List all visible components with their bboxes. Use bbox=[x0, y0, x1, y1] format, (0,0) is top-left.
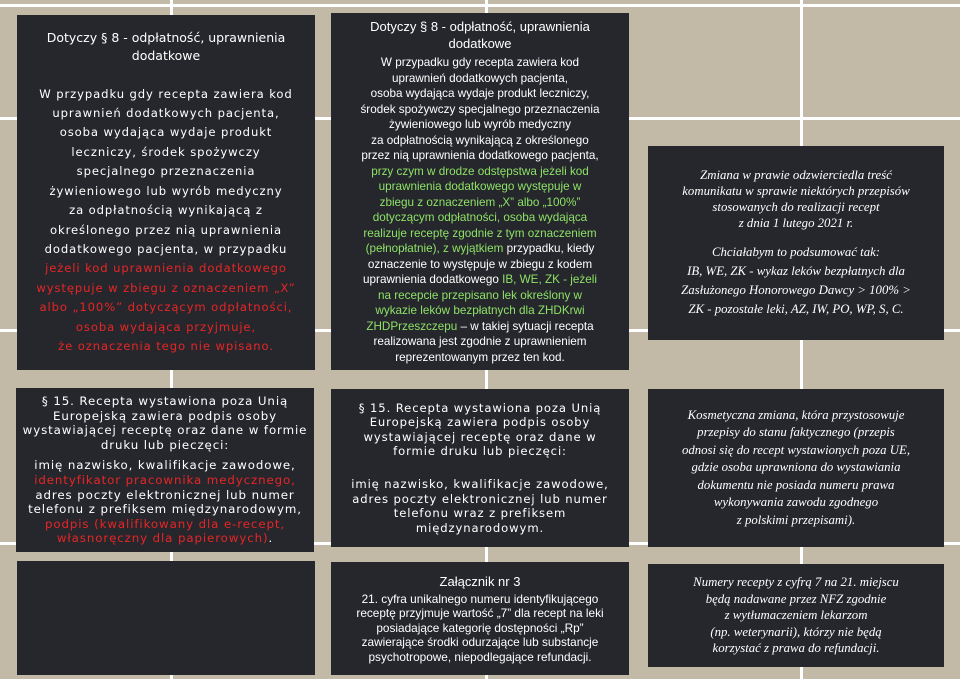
card-old-annex3-empty bbox=[17, 561, 315, 675]
card-body: imię nazwisko, kwalifikacje zawodowe, bbox=[34, 458, 296, 473]
card-body-end bbox=[45, 517, 285, 546]
card-old-par8 bbox=[17, 15, 315, 370]
card-body bbox=[360, 55, 599, 365]
card-body-red: jeżeli kod uprawnienia dodatkowego występuje w zbiegu z oznaczeniem „X” albo „100%” dotyczącym odpłatności, osoba wydająca przyjmuje, że oznaczenia tego nie wpisano. bbox=[36, 261, 296, 353]
body-text: przypadku, kiedy oznaczenie to występuje w zbiegu z kodem uprawnienia dodatkowego bbox=[363, 242, 595, 286]
card-body-red: identyfikator pracownika medycznego, bbox=[34, 473, 296, 487]
card-body-red: podpis (kwalifikowany dla e-recept, własnoręczny dla papierowych) bbox=[44, 516, 286, 546]
card-title: § 15. Recepta wystawiona poza Unią Europejską zawiera podpis osoby wystawiającej receptę oraz dane w formie druku lub pieczęci: bbox=[358, 400, 602, 459]
card-body: W przypadku gdy recepta zawiera kod uprawnień dodatkowych pacjenta, osoba wydająca wydaje produkt leczniczy, środek spożywczy specjalnego przeznaczenia żywieniowego lub wyrób medyczny za odpłatnością wynikającą z określonego przez nią uprawnienia dodatkowego pacjenta, w przypadku bbox=[39, 86, 293, 256]
card-title: Dotyczy § 8 - odpłatność, uprawnienia dodatkowe bbox=[370, 19, 590, 51]
card-title: Załącznik nr 3 bbox=[439, 573, 521, 589]
card-body-tail: . bbox=[268, 531, 274, 546]
card-note-par8 bbox=[648, 146, 944, 340]
note-paragraph: Numery recepty z cyfrą 7 na 21. miejscu będą nadawane przez NFZ zgodnie z wytłumaczeniem lekarzom (np. weterynarii), którzy nie będą korzystać z prawa do refundacji. bbox=[693, 575, 899, 656]
card-body: adres poczty elektronicznej lub numer telefonu z prefiksem międzynarodowym, bbox=[28, 487, 302, 517]
card-old-par15 bbox=[16, 388, 314, 552]
grid-line-horizontal bbox=[0, 4, 960, 7]
card-note-annex3 bbox=[648, 564, 944, 667]
body-text: W przypadku gdy recepta zawiera kod uprawnień dodatkowych pacjenta, osoba wydająca wydaje produkt leczniczy, środek spożywczy specjalnego przeznaczenia żywieniowego lub wyrób medyczny za odpłatnością wynikającą z określonego przez nią uprawnienia dodatkowego pacjenta, bbox=[360, 56, 600, 162]
body-green: przy czym w drodze odstępstwa jeżeli kod uprawnienia dodatkowego występuje w zbiegu z oznaczeniem „X” albo „100%” dotyczącym odpłatności, osoba wydająca realizuje receptę zgodnie z tym oznaczeniem (pełnopłatnie), z wyjątkiem bbox=[363, 164, 597, 255]
card-note-par15 bbox=[648, 389, 944, 547]
card-body: imię nazwisko, kwalifikacje zawodowe, adres poczty elektronicznej lub numer telefonu wraz z prefiksem międzynarodowym. bbox=[351, 477, 609, 535]
note-paragraph: Kosmetyczna zmiana, która przystosowuje przepisy do stanu faktycznego (przepis odnosi się do recept wystawionych poza UE, gdzie osoba uprawniona do wystawiania dokumentu nie posiada numeru prawa wykonywania zawodu zgodnego z polskimi przepisami). bbox=[681, 408, 911, 527]
note-paragraph: Chciałabym to podsumować tak: IB, WE, ZK - wykaz leków bezpłatnych dla Zasłużonego Honorowego Dawcy > 100% > ZK - pozostałe leki, AZ, IW, PO, WP, S, C. bbox=[681, 245, 911, 316]
body-green: IB, WE, ZK - jeżeli na recepcie przepisano lek określony w wykazie leków bezpłatnych dla ZHDKrwi ZHDPrzeszczepu bbox=[366, 273, 597, 333]
card-new-par15 bbox=[331, 389, 629, 547]
body-text: – w takiej sytuacji recepta realizowana jest zgodnie z uprawnieniem reprezentowanym przez ten kod. bbox=[373, 319, 594, 364]
card-title: § 15. Recepta wystawiona poza Unią Europejską zawiera podpis osoby wystawiającej receptę oraz dane w formie druku lub pieczęci: bbox=[22, 394, 308, 452]
card-new-annex3 bbox=[331, 562, 629, 675]
card-title: Dotyczy § 8 - odpłatność, uprawnienia dodatkowe bbox=[46, 29, 286, 63]
card-body: 21. cyfra unikalnego numeru identyfikującego receptę przyjmuje wartość „7” dla recept na leki posiadające kategorię dostępności „Rp” zawierające środki odurzające lub substancje psychotropowe, niepodlegające refundacji. bbox=[356, 591, 604, 664]
card-new-par8 bbox=[331, 13, 629, 370]
note-paragraph: Zmiana w prawie odzwierciedla treść komunikatu w sprawie niektórych przepisów stosowanych do realizacji recept z dnia 1 lutego 2021 r. bbox=[682, 168, 910, 230]
